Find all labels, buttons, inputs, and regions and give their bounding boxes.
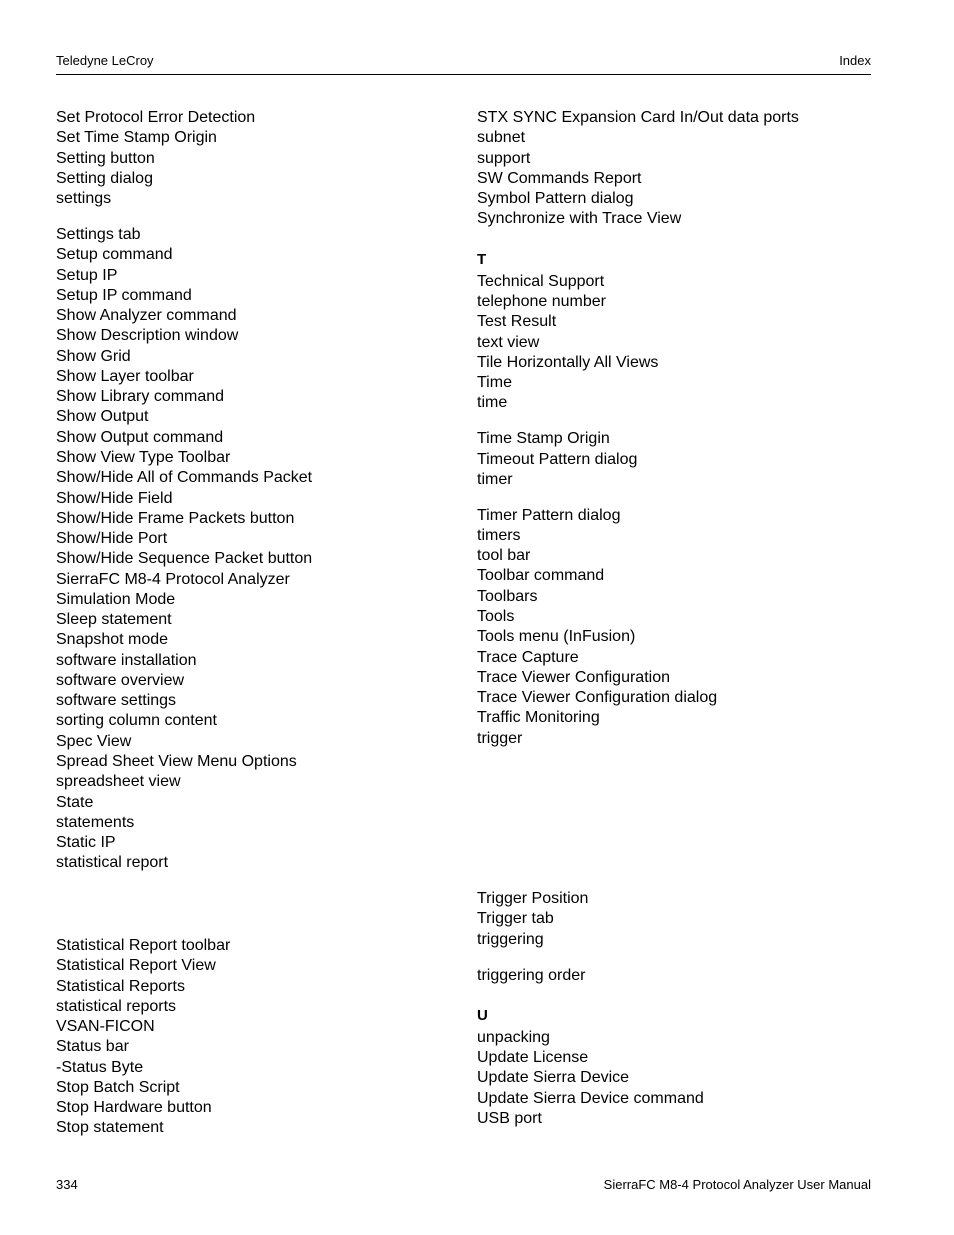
index-entry: Simulation Mode bbox=[56, 591, 176, 608]
index-entry: Set Time Stamp Origin bbox=[56, 129, 217, 146]
index-entry: Trace Viewer Configuration dialog bbox=[477, 689, 718, 706]
index-entry: Show Description window bbox=[56, 327, 239, 344]
index-entry: Stop Hardware button bbox=[56, 1099, 212, 1116]
index-entry: State bbox=[56, 794, 94, 811]
index-entry: Toolbars bbox=[477, 588, 538, 605]
section-letter-u: U bbox=[477, 1007, 488, 1024]
index-entry: tool bar bbox=[477, 547, 531, 564]
index-entry: Trigger Position bbox=[477, 890, 589, 907]
index-entry: Spec View bbox=[56, 733, 132, 750]
index-entry: Settings tab bbox=[56, 226, 141, 243]
header-section: Index bbox=[839, 53, 871, 68]
index-entry: statistical reports bbox=[56, 998, 177, 1015]
index-entry: Synchronize with Trace View bbox=[477, 210, 682, 227]
index-entry: triggering bbox=[477, 931, 544, 948]
index-entry: Snapshot mode bbox=[56, 631, 169, 648]
index-entry: -Status Byte bbox=[56, 1059, 144, 1076]
index-entry: Update Sierra Device bbox=[477, 1069, 630, 1086]
index-entry: timers bbox=[477, 527, 521, 544]
index-entry: Trace Capture bbox=[477, 649, 579, 666]
index-entry: Set Protocol Error Detection bbox=[56, 109, 256, 126]
index-entry: Static IP bbox=[56, 834, 116, 851]
index-entry: Setting dialog bbox=[56, 170, 153, 187]
index-entry: Spread Sheet View Menu Options bbox=[56, 753, 297, 770]
index-entry: SW Commands Report bbox=[477, 170, 642, 187]
page-header bbox=[56, 52, 871, 75]
index-entry: software overview bbox=[56, 672, 185, 689]
index-entry: Tools bbox=[477, 608, 515, 625]
index-entry: Tile Horizontally All Views bbox=[477, 354, 659, 371]
index-entry: Show Output bbox=[56, 408, 149, 425]
index-entry: Show/Hide Port bbox=[56, 530, 168, 547]
index-entry: Setting button bbox=[56, 150, 155, 167]
index-entry: support bbox=[477, 150, 531, 167]
index-entry: STX SYNC Expansion Card In/Out data ports bbox=[477, 109, 799, 126]
index-entry: timer bbox=[477, 471, 513, 488]
index-entry: settings bbox=[56, 190, 112, 207]
index-entry: Stop Batch Script bbox=[56, 1079, 180, 1096]
index-entry: Statistical Report View bbox=[56, 957, 216, 974]
index-entry: Show/Hide Field bbox=[56, 490, 173, 507]
index-entry: Show Layer toolbar bbox=[56, 368, 194, 385]
index-entry: triggering order bbox=[477, 967, 586, 984]
index-entry: VSAN-FICON bbox=[56, 1018, 155, 1035]
index-entry: Toolbar command bbox=[477, 567, 605, 584]
index-entry: Show View Type Toolbar bbox=[56, 449, 231, 466]
index-entry: sorting column content bbox=[56, 712, 217, 729]
index-entry: Update Sierra Device command bbox=[477, 1090, 704, 1107]
index-entry: Show Grid bbox=[56, 348, 131, 365]
index-entry: Time bbox=[477, 374, 512, 391]
index-entry: Trace Viewer Configuration bbox=[477, 669, 670, 686]
index-entry: Show Library command bbox=[56, 388, 225, 405]
index-entry: Setup IP bbox=[56, 267, 118, 284]
index-entry: USB port bbox=[477, 1110, 542, 1127]
section-letter-t: T bbox=[477, 251, 487, 268]
index-entry: Statistical Report toolbar bbox=[56, 937, 231, 954]
index-entry: Update License bbox=[477, 1049, 589, 1066]
index-entry: Time Stamp Origin bbox=[477, 430, 610, 447]
index-entry: unpacking bbox=[477, 1029, 550, 1046]
index-entry: Statistical Reports bbox=[56, 978, 185, 995]
index-entry: subnet bbox=[477, 129, 526, 146]
index-entry: Stop statement bbox=[56, 1119, 164, 1136]
index-entry: time bbox=[477, 394, 508, 411]
index-entry: SierraFC M8-4 Protocol Analyzer bbox=[56, 571, 290, 588]
index-entry: Test Result bbox=[477, 313, 557, 330]
index-entry: Setup IP command bbox=[56, 287, 192, 304]
index-entry: Setup command bbox=[56, 246, 173, 263]
index-entry: telephone number bbox=[477, 293, 606, 310]
index-entry: spreadsheet view bbox=[56, 773, 181, 790]
manual-title: SierraFC M8-4 Protocol Analyzer User Manual bbox=[603, 1177, 871, 1192]
index-entry: software installation bbox=[56, 652, 197, 669]
page-number: 334 bbox=[56, 1177, 78, 1192]
index-entry: Show/Hide Frame Packets button bbox=[56, 510, 295, 527]
index-entry: statistical report bbox=[56, 854, 169, 871]
index-entry: Show Analyzer command bbox=[56, 307, 237, 324]
index-entry: Technical Support bbox=[477, 273, 605, 290]
index-entry: Trigger tab bbox=[477, 910, 554, 927]
index-entry: software settings bbox=[56, 692, 177, 709]
index-entry: Symbol Pattern dialog bbox=[477, 190, 634, 207]
index-entry: text view bbox=[477, 334, 540, 351]
index-entry: Status bar bbox=[56, 1038, 129, 1055]
index-entry: Show/Hide Sequence Packet button bbox=[56, 550, 313, 567]
header-publisher: Teledyne LeCroy bbox=[56, 53, 154, 68]
index-entry: trigger bbox=[477, 730, 523, 747]
index-entry: Sleep statement bbox=[56, 611, 172, 628]
index-entry: Timeout Pattern dialog bbox=[477, 451, 638, 468]
index-entry: Tools menu (InFusion) bbox=[477, 628, 636, 645]
index-entry: Timer Pattern dialog bbox=[477, 507, 621, 524]
index-entry: statements bbox=[56, 814, 135, 831]
index-entry: Traffic Monitoring bbox=[477, 709, 600, 726]
index-entry: Show/Hide All of Commands Packet bbox=[56, 469, 313, 486]
index-entry: Show Output command bbox=[56, 429, 224, 446]
